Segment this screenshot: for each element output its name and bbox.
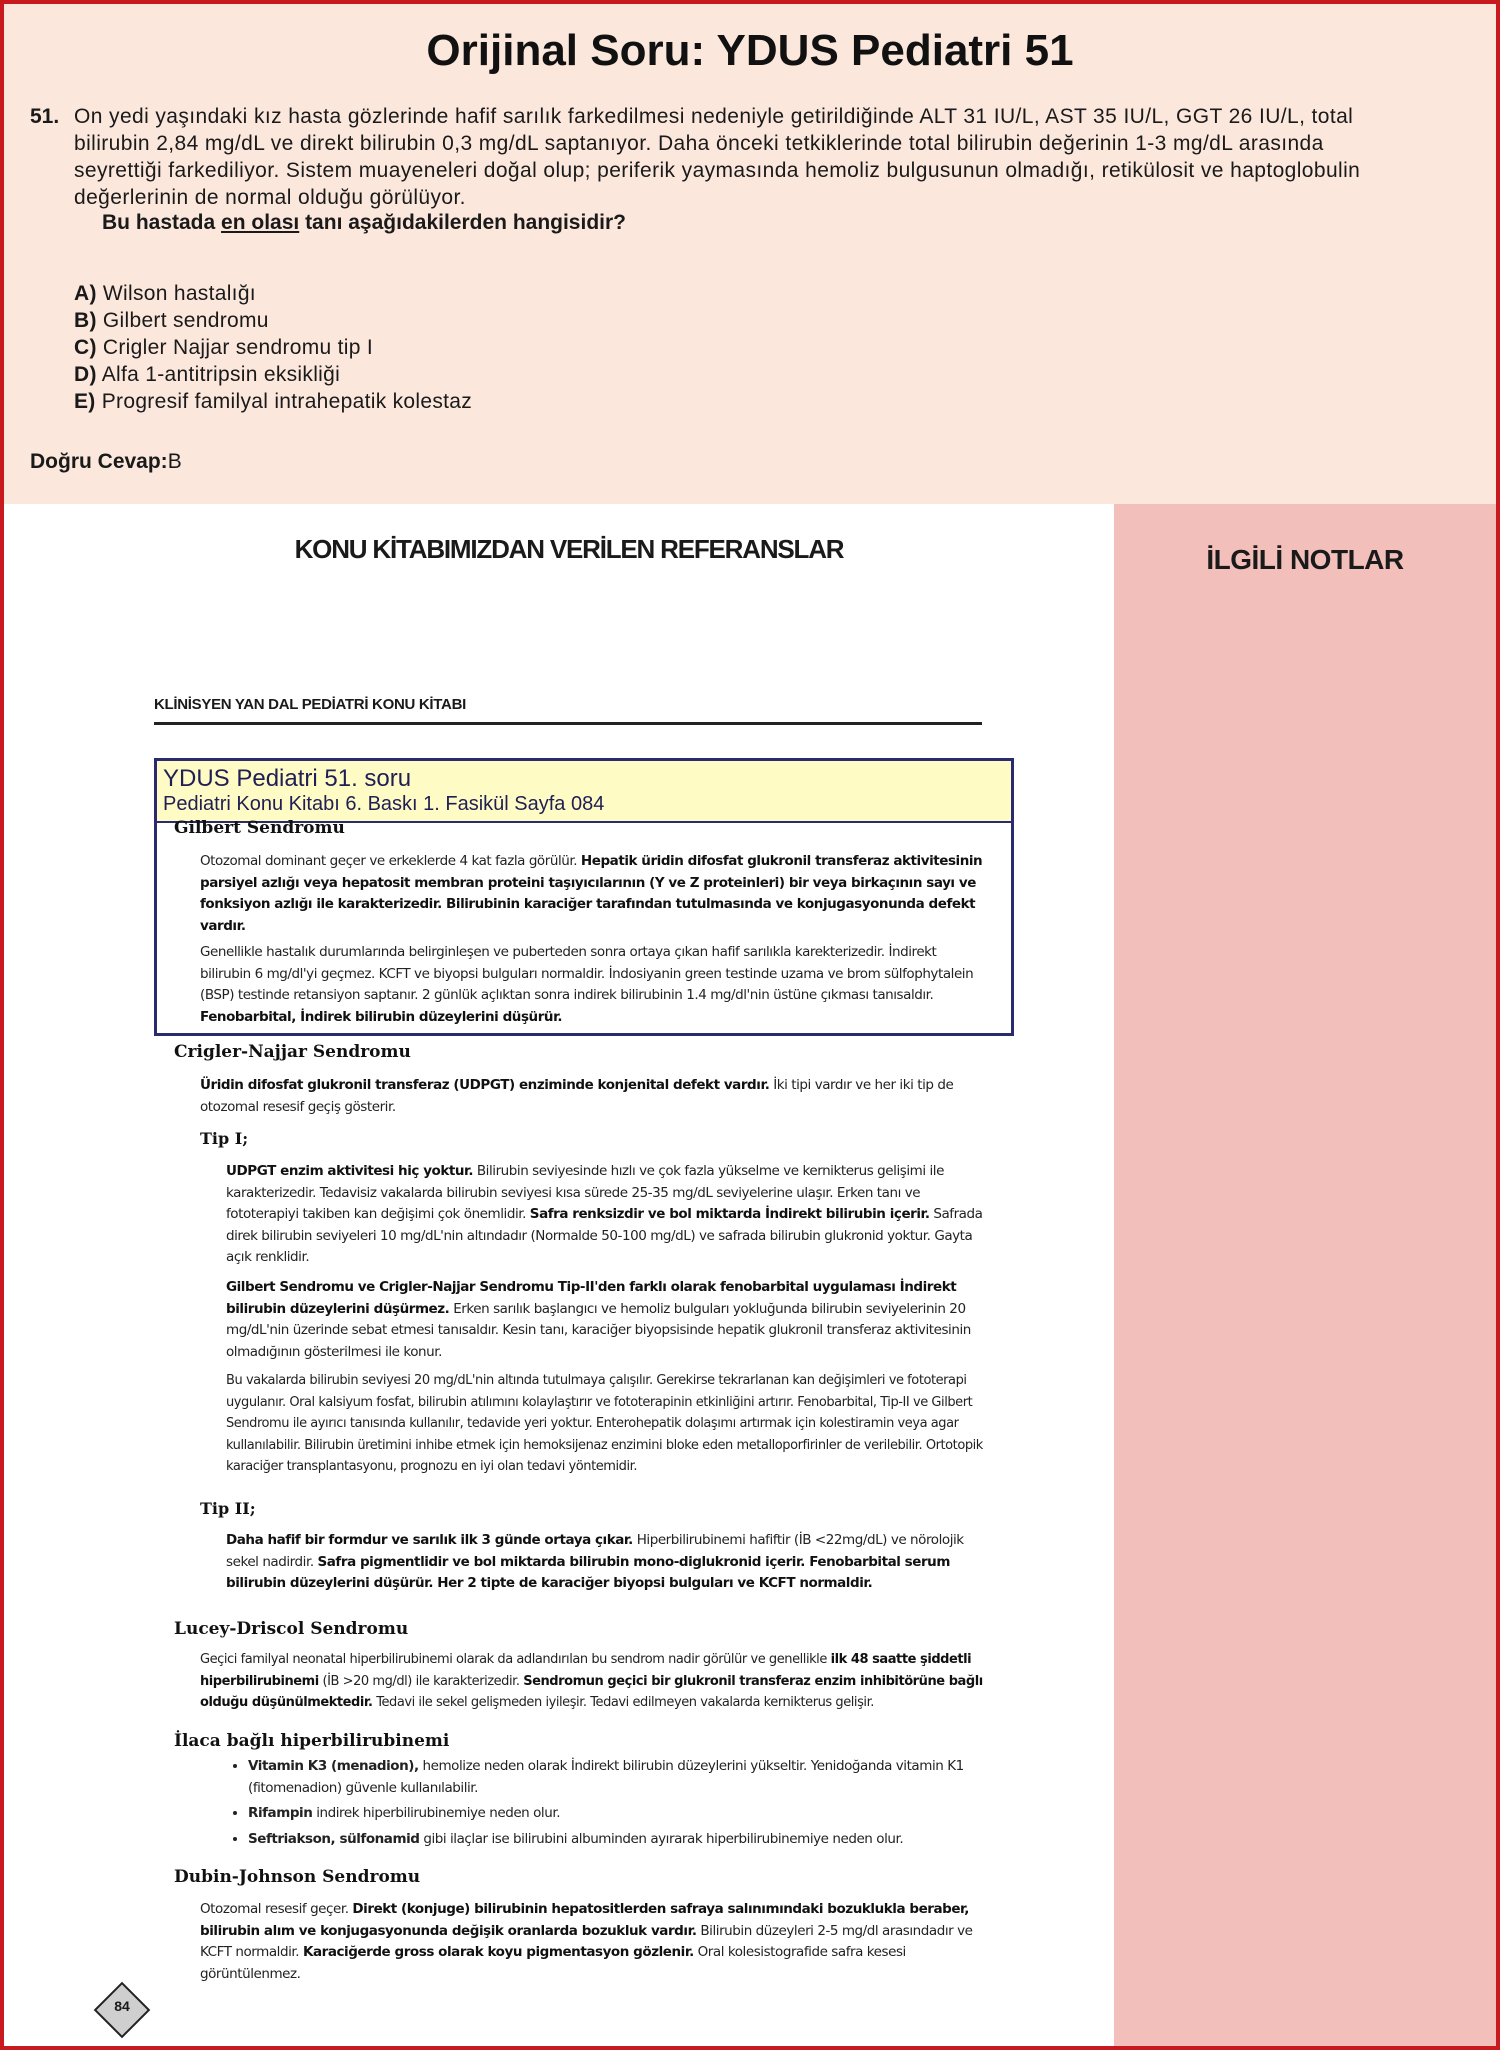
lucey-p1-text-a: Geçici familyal neonatal hiperbilirubinemi olarak da adlandırılan bu sendrom nadir görülür ve genellikle: [200, 1652, 831, 1667]
dubin-p1-text-e: Oral kolesistografide safra kesesi görüntülenmez.: [200, 1944, 906, 1982]
gilbert-p2-text: Genellikle hastalık durumlarında belirginleşen ve puberteden sonra ortaya çıkan hafif sarılıkla karekterizedir. İndirekt bilirubin 6 mg/dl'yi geçmez. KCFT ve biyopsi bulguları normaldir. İndosiyanin green testinde uzama ve brom sülfophytalein (BSP) testinde retansiyon saptanır. 2 günlük açlıktan sonra indirek bilirubinin 1.4 mg/dl'nin üstüne çıkması tanısaldır.: [200, 944, 974, 1003]
crigler-paragraph-1: [200, 1075, 990, 1118]
tip2-p1-bold-a: Daha hafif bir formdur ve sarılık ilk 3 günde ortaya çıkar.: [226, 1532, 633, 1548]
page-title: Orijinal Soru: YDUS Pediatri 51: [426, 26, 1074, 75]
dubin-p1-bold-b: Direkt (konjuge) bilirubinin hepatositlerden safraya salınımındaki bozuklukla beraber, bilirubin alım ve konjugasyonunda değişik oranlarda bozukluk vardır.: [200, 1901, 969, 1939]
lucey-p1-bold-d: Sendromun geçici bir glukronil transferaz enzim inhibitörüne bağlı olduğu düşünülmektedir.: [200, 1673, 983, 1710]
option-letter: A): [74, 282, 97, 305]
section-heading-gilbert: Gilbert Sendromu: [174, 818, 345, 838]
tip1-paragraph-1: [226, 1161, 990, 1269]
question-prompt-emphasis: en olası: [221, 211, 300, 234]
gilbert-paragraph-2: [200, 942, 990, 1028]
lucey-p1-text-e: Tedavi ile sekel gelişmeden iyileşir. Tedavi edilmeyen vakalarda kernikterus gelişir.: [372, 1695, 874, 1710]
drug-induced-list: [228, 1756, 1038, 1854]
crigler-p1-text: İki tipi vardır ve her iki tip de otozomal resesif geçiş gösterir.: [200, 1077, 954, 1115]
tip1-paragraph-3: Bu vakalarda bilirubin seviyesi 20 mg/dL'nin altında tutulmaya çalışılır. Gerekirse tekrarlanan kan değişimleri ve fototerapi uygulanır. Oral kalsiyum fosfat, bilirubin atılımını kolaylaştırır ve fototerapinin etkinliğini artırır. Fenobarbital, Tip-II ve Gilbert Sendromu ile ayırıcı tanısında kullanılır, tedavide yeri yoktur. Enterohepatik dolaşımı artırmak için kolestiramin veya agar kullanılabilir. Bilirubin üretimini inhibe etmek için hemoksijenaz enzimini bloke eden metalloporfirinler de verilebilir. Ortotopik karaciğer transplantasyonu, prognozu en iyi olan tedavi yöntemidir.: [226, 1373, 983, 1474]
section-heading-lucey-driscol: Lucey-Driscol Sendromu: [174, 1619, 409, 1639]
question-panel: [4, 4, 1496, 504]
drug-name: Rifampin: [248, 1805, 313, 1821]
references-title: KONU KİTABIMIZDAN VERİLEN REFERANSLAR: [294, 534, 844, 564]
section-heading-dubin-johnson: Dubin-Johnson Sendromu: [174, 1867, 421, 1887]
question-prompt: [102, 211, 626, 235]
page-number: 84: [114, 1998, 130, 2014]
section-heading-drug-induced: İlaca bağlı hiperbilirubinemi: [174, 1731, 450, 1751]
gilbert-p2-bold: Fenobarbital, İndirek bilirubin düzeylerini düşürür.: [200, 1008, 563, 1025]
dubin-p1-bold-d: Karaciğerde gross olarak koyu pigmentasyon gözlenir.: [302, 1944, 694, 1960]
notes-title: İLGİLİ NOTLAR: [1206, 544, 1404, 575]
crigler-p1-bold: Üridin difosfat glukronil transferaz (UDPGT) enziminde konjenital defekt vardır.: [200, 1077, 770, 1093]
option-letter: C): [74, 336, 97, 359]
list-item: [248, 1803, 1038, 1825]
highlight-question-ref: YDUS Pediatri 51. soru: [163, 765, 412, 792]
drug-name: Seftriakson, sülfonamid: [248, 1830, 420, 1847]
gilbert-p1-bold: Hepatik üridin difosfat glukronil transferaz aktivitesinin parsiyel azlığı veya hepatosit membran proteini taşıyıcılarının (Y ve Z proteinleri) bir veya birkaçının sayı ve fonksiyon azlığı ile karakterizedir. Bilirubinin karaciğer tarafından tutulmasında ve konjugasyonunda defekt vardır.: [200, 853, 983, 934]
correct-answer: [30, 450, 182, 474]
header-divider: [154, 722, 982, 725]
subheading-tip-1: Tip I;: [200, 1129, 249, 1148]
subheading-tip-2: Tip II;: [200, 1499, 256, 1518]
answer-options: [74, 280, 472, 415]
tip1-p1-text-d: Safrada direk bilirubin seviyeleri 10 mg/dL'nin altındadır (Normalde 50-100 mg/dL) ve safrada bilirubin glukronid yoktur. Gayta açık renklidir.: [226, 1206, 983, 1265]
correct-answer-label: Doğru Cevap:: [30, 450, 168, 473]
lucey-p1-text-c: (İB >20 mg/dl) ile karakterizedir.: [318, 1673, 524, 1689]
question-number: 51.: [30, 105, 60, 128]
highlight-book-ref: Pediatri Konu Kitabı 6. Baskı 1. Fasikül Sayfa 084: [163, 793, 605, 815]
lucey-paragraph-1: [200, 1649, 990, 1714]
book-header: KLİNİSYEN YAN DAL PEDİATRİ KONU KİTABI: [154, 696, 466, 713]
option-text: Alfa 1-antitripsin eksikliği: [96, 363, 341, 386]
dubin-paragraph-1: [200, 1899, 990, 1985]
option-letter: D): [74, 363, 97, 386]
tip1-paragraph-2: [226, 1277, 990, 1363]
question-text: On yedi yaşındaki kız hasta gözlerinde hafif sarılık farkedilmesi nedeniyle getirildiğinde ALT 31 IU/L, AST 35 IU/L, GGT 26 IU/L, total bilirubin 2,84 mg/dL ve direkt bilirubin 0,3 mg/dL saptanıyor. Daha önceki tetkiklerinde total bilirubin değerinin 1-3 mg/dL arasında seyrettiği farkediliyor. Sistem muayeneleri doğal olup; periferik yaymasında hemoliz bulgusunun olmadığı, retikülosit ve haptoglobulin değerlerinin de normal olduğu görülüyor.: [74, 105, 1361, 209]
tip1-p2-bold: Gilbert Sendromu ve Crigler-Najjar Sendromu Tip-II'den farklı olarak fenobarbital uygulaması İndirekt bilirubin düzeylerini düşürmez.: [226, 1279, 957, 1317]
section-heading-crigler-najjar: Crigler-Najjar Sendromu: [174, 1042, 411, 1062]
tip1-p1-bold-c: Safra renksizdir ve bol miktarda İndirekt bilirubin içerir.: [529, 1206, 930, 1222]
option-text: Wilson hastalığı: [96, 282, 256, 305]
lucey-p1-bold-b: ilk 48 saatte şiddetli hiperbilirubinemi: [200, 1652, 972, 1689]
notes-panel: [1114, 504, 1496, 2046]
option-d: [74, 361, 472, 388]
option-a: [74, 280, 472, 307]
option-letter: E): [74, 390, 96, 413]
drug-effect: hemolize neden olarak İndirekt bilirubin düzeylerini yükseltir. Yenidoğanda vitamin K1 (fitomenadion) güvenle kullanılabilir.: [248, 1758, 964, 1796]
option-e: [74, 388, 472, 415]
tip1-p1-text-b: Bilirubin seviyesinde hızlı ve çok fazla yükselme ve kernikterus gelişimi ile karakterizedir. Tedavisiz vakalarda bilirubin seviyesi kısa sürede 25-35 mg/dL seviyelerine ulaşır. Erken tanı ve fototerapiyi takiben kan değişimi çok önemlidir.: [226, 1163, 944, 1222]
tip1-p1-bold-a: UDPGT enzim aktivitesi hiç yoktur.: [226, 1163, 474, 1179]
list-item: [248, 1756, 1038, 1799]
tip1-p2-text: Erken sarılık başlangıcı ve hemoliz bulguları yokluğunda bilirubin seviyelerinin 20 mg/dL'nin üzerinde sebat etmesi tanısaldır. Kesin tanı, karaciğer biyopsisinde hepatik glukronil transferaz aktivitesinin olmadığının gösterilmesi ile konur.: [226, 1300, 971, 1360]
option-c: [74, 334, 472, 361]
option-letter: B): [74, 309, 97, 332]
dubin-p1-text-c: Bilirubin düzeyleri 2-5 mg/dl arasındadır ve KCFT normaldir.: [200, 1922, 973, 1960]
option-text: Gilbert sendromu: [96, 309, 269, 332]
list-item: [248, 1829, 1038, 1851]
question-prompt-post: tanı aşağıdakilerden hangisidir?: [299, 211, 626, 234]
gilbert-p1-text: Otozomal dominant geçer ve erkeklerde 4 kat fazla görülür.: [200, 853, 581, 869]
tip2-paragraph-1: [226, 1530, 990, 1595]
highlight-band: [157, 761, 1011, 823]
tip2-p1-bold-c: Safra pigmentlidir ve bol miktarda bilirubin mono-diglukronid içerir. Fenobarbital serum bilirubin düzeylerini düşürür. Her 2 tipte de karaciğer biyopsi bulguları ve KCFT normaldir.: [226, 1553, 950, 1591]
option-b: [74, 307, 472, 334]
correct-answer-value: B: [167, 450, 182, 473]
option-text: Crigler Najjar sendromu tip I: [96, 336, 374, 359]
gilbert-paragraph-1: [200, 851, 990, 937]
tip2-p1-text-b: Hiperbilirubinemi hafiftir (İB <22mg/dL) ve nörolojik sekel nadirdir.: [226, 1532, 964, 1570]
drug-name: Vitamin K3 (menadion),: [248, 1758, 419, 1774]
option-text: Progresif familyal intrahepatik kolestaz: [95, 390, 473, 413]
dubin-p1-text-a: Otozomal resesif geçer.: [200, 1901, 353, 1917]
drug-effect: indirek hiperbilirubinemiye neden olur.: [312, 1805, 561, 1821]
question-prompt-pre: Bu hastada: [102, 211, 222, 234]
drug-effect: gibi ilaçlar ise bilirubini albuminden ayırarak hiperbilirubinemiye neden olur.: [419, 1830, 904, 1847]
